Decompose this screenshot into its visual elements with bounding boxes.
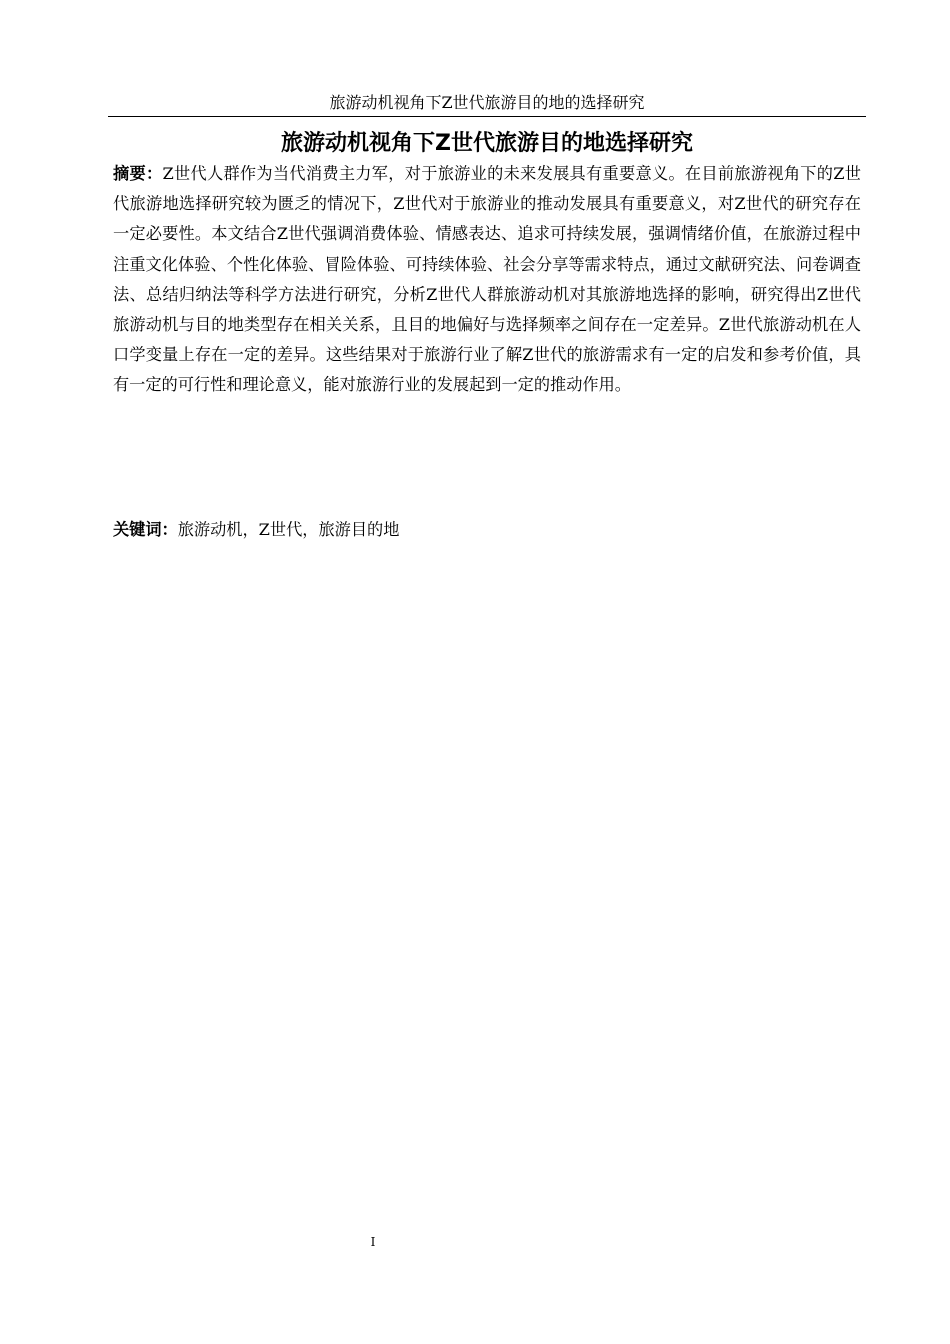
abstract-label: 摘要： bbox=[113, 164, 163, 183]
document-title: 旅游动机视角下Z世代旅游目的地选择研究 bbox=[281, 131, 693, 156]
page-number: I bbox=[370, 1235, 376, 1249]
keywords-text: 旅游动机，Z世代，旅游目的地 bbox=[177, 520, 400, 539]
running-header: 旅游动机视角下Z世代旅游目的地的选择研究 bbox=[108, 92, 866, 117]
keywords-line bbox=[113, 515, 861, 545]
keywords-label: 关键词： bbox=[113, 520, 178, 539]
abstract-text: Z世代人群作为当代消费主力军，对于旅游业的未来发展具有重要意义。在目前旅游视角下的Z世代旅游地选择研究较为匮乏的情况下，Z世代对于旅游业的推动发展具有重要意义，对Z世代的研究存在一定必要性。本文结合Z世代强调消费体验、情感表达、追求可持续发展，强调情绪价值，在旅游过程中注重文化体验、个性化体验、冒险体验、可持续体验、社会分享等需求特点，通过文献研究法、问卷调查法、总结归纳法等科学方法进行研究，分析Z世代人群旅游动机对其旅游地选择的影响，研究得出Z世代旅游动机与目的地类型存在相关关系，且目的地偏好与选择频率之间存在一定差异。Z世代旅游动机在人口学变量上存在一定的差异。这些结果对于旅游行业了解Z世代的旅游需求有一定的启发和参考价值，具有一定的可行性和理论意义，能对旅游行业的发展起到一定的推动作用。 bbox=[113, 164, 861, 395]
abstract-paragraph bbox=[113, 159, 861, 401]
